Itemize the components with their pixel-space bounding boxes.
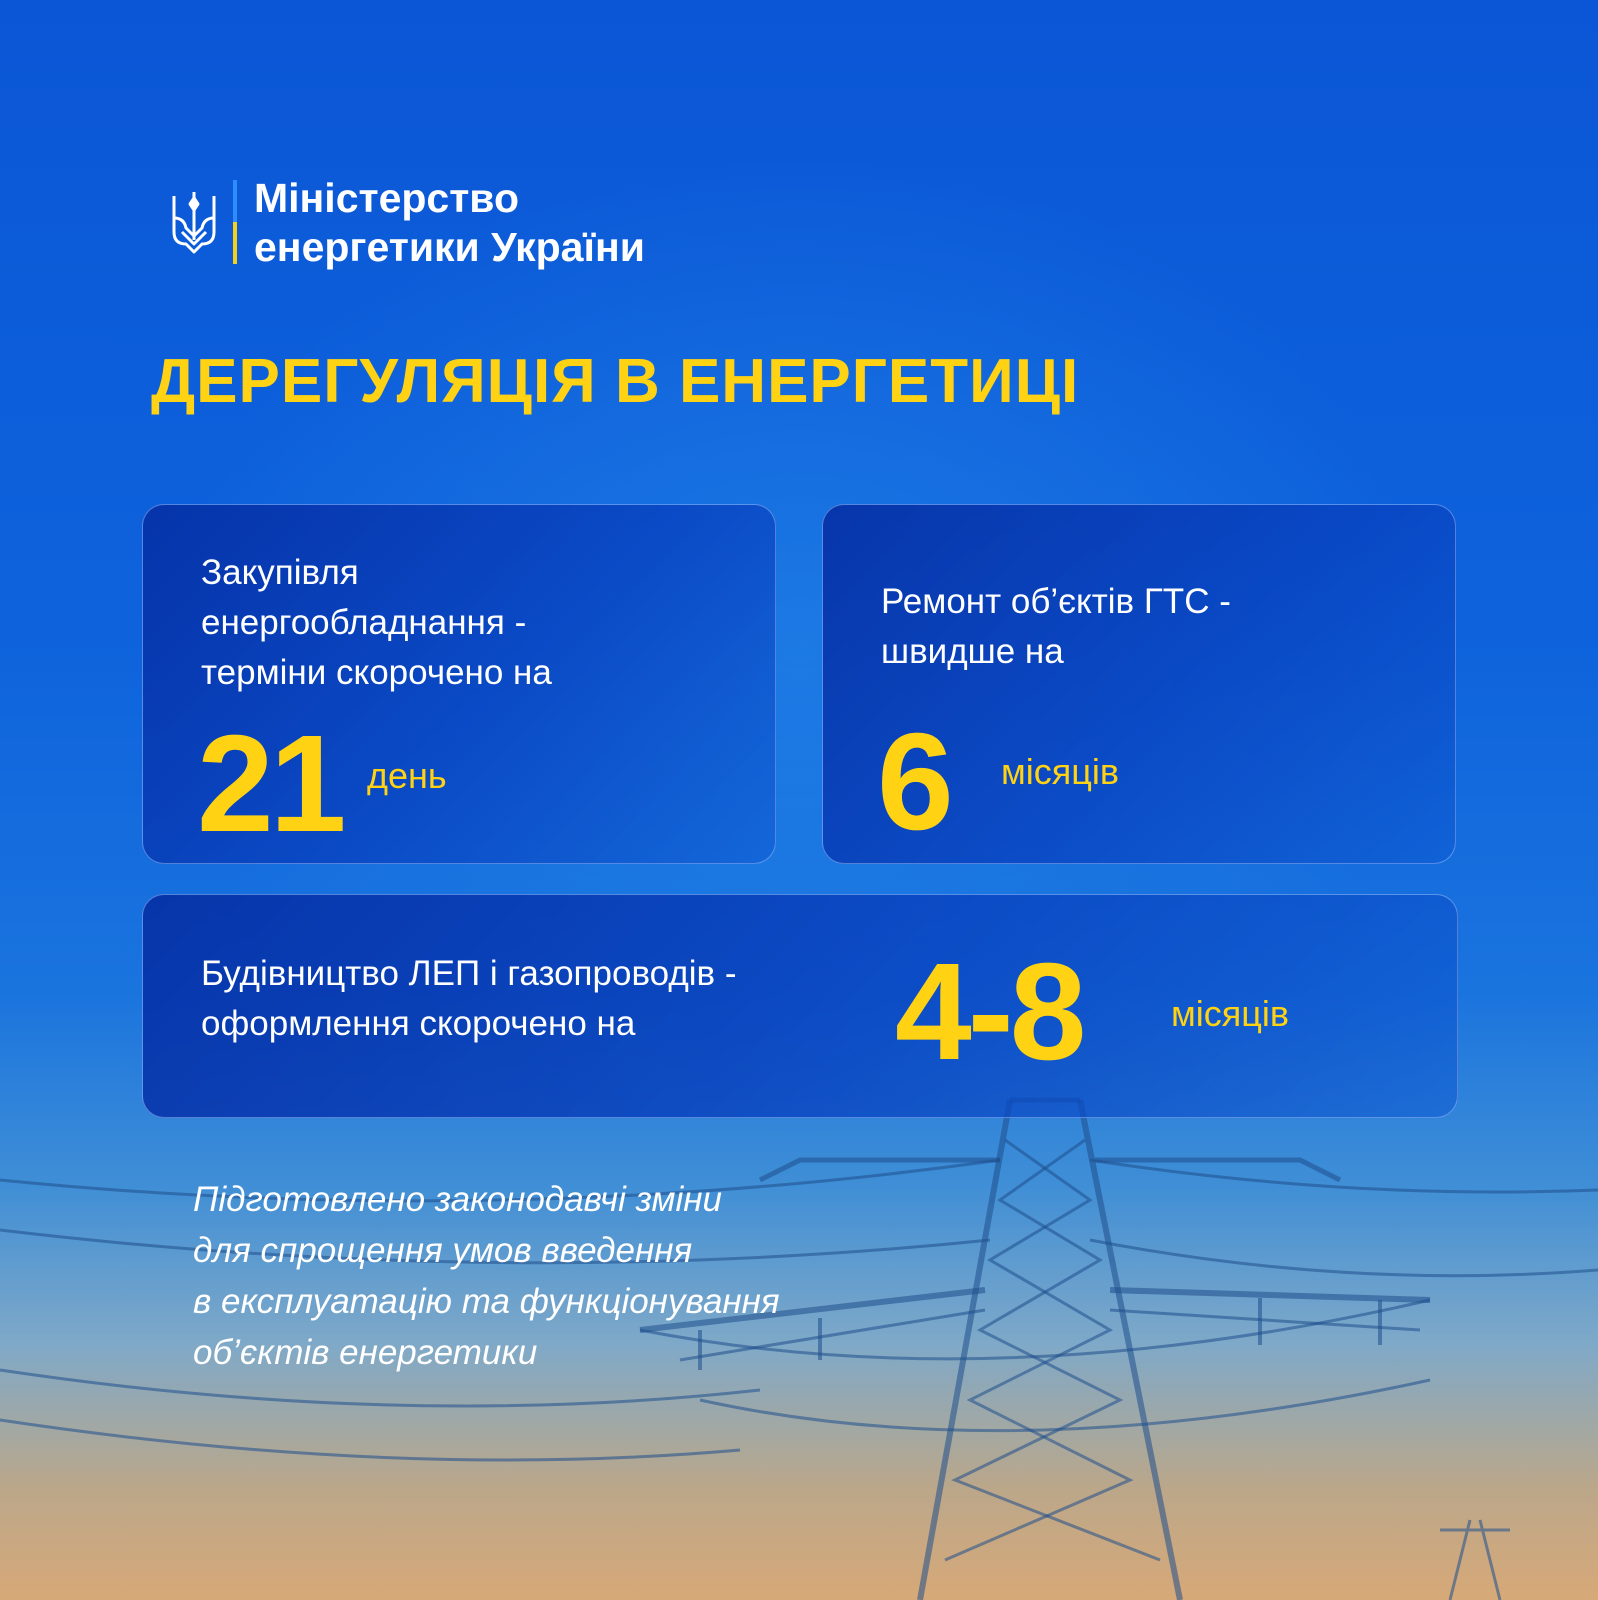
logo-divider [233,180,237,264]
stat-unit: день [367,755,447,796]
stat-value: 4-8 [895,935,1083,1089]
footnote-line: Підготовлено законодавчі зміни [193,1180,722,1219]
footnote-line: в експлуатацію та функціонування [193,1282,780,1321]
card-text-line: Закупівля [201,553,359,592]
card-description [201,548,552,698]
ministry-name-line2: енергетики України [254,224,645,270]
stat-unit: місяців [1001,751,1119,792]
card-text-line: терміни скорочено на [201,653,552,692]
card-text-line: Ремонт об’єктів ГТС - [881,582,1231,621]
card-text-line: енергообладнання - [201,603,527,642]
card-description [881,577,1231,677]
stat-value: 21 [197,707,343,861]
stat-card-procurement [142,504,776,864]
stat-value: 6 [877,705,950,859]
trident-emblem-icon [170,188,218,260]
stat-card-gts-repair [822,504,1456,864]
footnote [193,1174,780,1378]
card-description [201,949,737,1049]
ministry-name-line1: Міністерство [254,175,520,221]
footnote-line: об’єктів енергетики [193,1333,538,1372]
ministry-name [254,174,645,272]
card-text-line: швидше на [881,632,1064,671]
footnote-line: для спрощення умов введення [193,1231,693,1270]
stat-card-construction [142,894,1458,1118]
card-text-line: Будівництво ЛЕП і газопроводів - [201,954,737,993]
card-text-line: оформлення скорочено на [201,1004,636,1043]
page-title: ДЕРЕГУЛЯЦІЯ В ЕНЕРГЕТИЦІ [151,347,1080,416]
stat-unit: місяців [1171,993,1289,1034]
